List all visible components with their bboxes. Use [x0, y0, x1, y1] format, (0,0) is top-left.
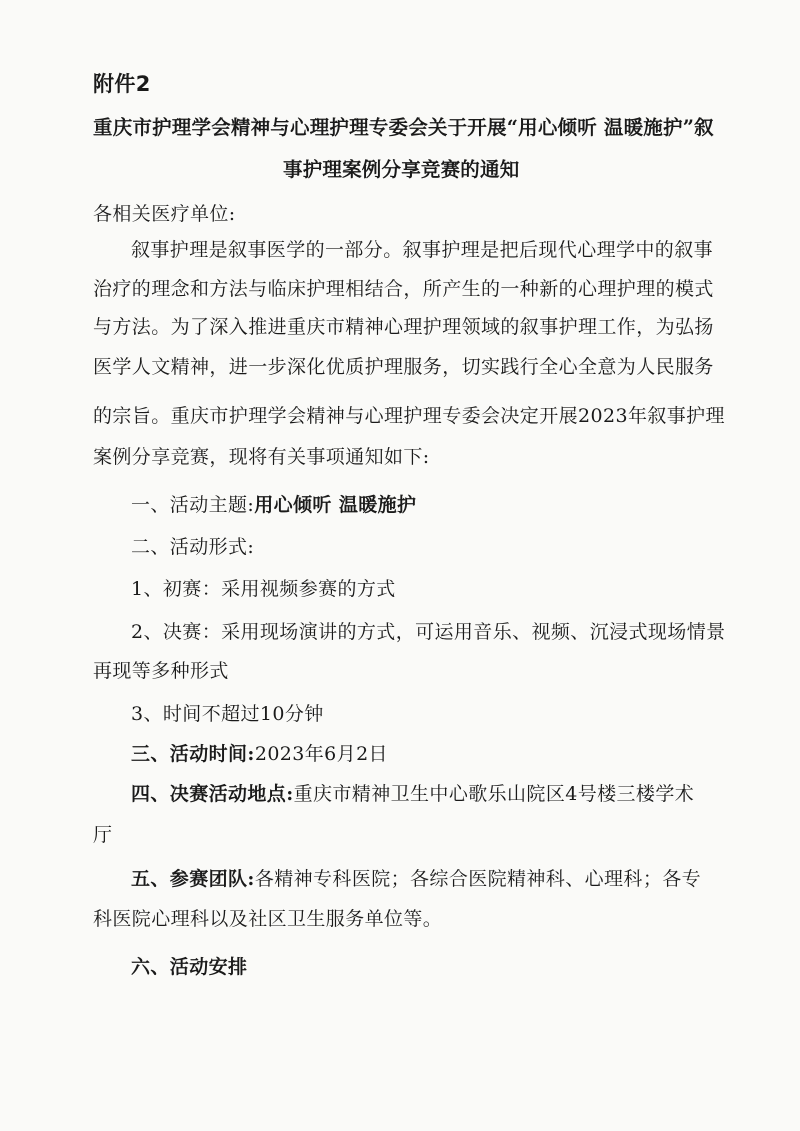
intro-line-2: 治疗的理念和方法与临床护理相结合，所产生的一种新的心理护理的模式	[93, 278, 714, 300]
form-item-2-line-2: 再现等多种形式	[93, 660, 229, 682]
venue-value-line-1: 重庆市精神卫生中心歌乐山院区4号楼三楼学术	[293, 783, 695, 805]
intro-line-4: 医学人文精神，进一步深化优质护理服务，切实践行全心全意为人民服务	[93, 356, 714, 378]
theme-label: 一、活动主题:	[131, 494, 255, 516]
form-item-3: 3、时间不超过10分钟	[131, 703, 324, 725]
intro-line-5: 的宗旨。重庆市护理学会精神与心理护理专委会决定开展2023年叙事护理	[93, 405, 725, 427]
time-label: 三、活动时间:	[131, 743, 255, 765]
attachment-label: 附件2	[93, 72, 151, 96]
salutation: 各相关医疗单位:	[93, 203, 236, 225]
form-item-1: 1、初赛：采用视频参赛的方式	[131, 578, 396, 600]
theme-value: 用心倾听 温暖施护	[254, 494, 417, 516]
theme-item	[131, 493, 416, 517]
form-label: 二、活动形式:	[131, 536, 255, 558]
notice-title-line-2: 事护理案例分享竞赛的通知	[283, 158, 520, 181]
teams-item	[131, 867, 701, 891]
notice-title-line-1: 重庆市护理学会精神与心理护理专委会关于开展“用心倾听 温暖施护”叙	[93, 116, 714, 139]
time-item	[131, 742, 388, 766]
venue-label: 四、决赛活动地点:	[131, 783, 294, 805]
time-value: 2023年6月2日	[254, 743, 388, 765]
teams-value-line-2: 科医院心理科以及社区卫生服务单位等。	[93, 908, 443, 930]
venue-value-line-2: 厅	[93, 824, 113, 846]
intro-line-6: 案例分享竞赛，现将有关事项通知如下:	[93, 446, 430, 468]
venue-item	[131, 782, 694, 806]
teams-label: 五、参赛团队:	[131, 868, 255, 890]
form-item-2-line-1: 2、决赛：采用现场演讲的方式，可运用音乐、视频、沉浸式现场情景	[131, 621, 726, 643]
teams-value-line-1: 各精神专科医院；各综合医院精神科、心理科；各专	[254, 868, 702, 890]
intro-line-1: 叙事护理是叙事医学的一部分。叙事护理是把后现代心理学中的叙事	[131, 239, 714, 261]
schedule-label: 六、活动安排	[131, 956, 248, 978]
intro-line-3: 与方法。为了深入推进重庆市精神心理护理领域的叙事护理工作，为弘扬	[93, 316, 714, 338]
